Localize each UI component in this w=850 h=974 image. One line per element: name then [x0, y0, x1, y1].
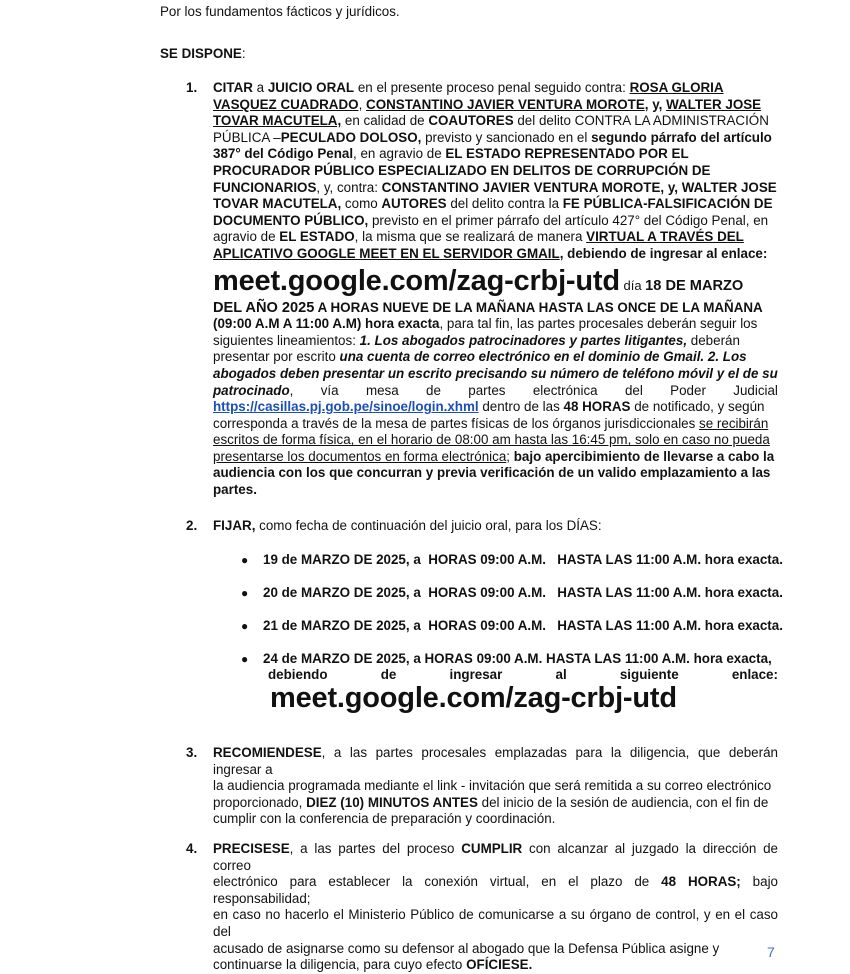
item-1-number: 1.: [186, 80, 198, 95]
item-1-line: (09:00 A.M A 11:00 A.M) hora exacta, para tal fin, las partes procesales deberán seguir los: [213, 316, 758, 332]
item-1-line: DEL AÑO 2025 A HORAS NUEVE DE LA MAÑANA HASTA LAS ONCE DE LA MAÑANA: [213, 299, 763, 316]
date-item-continuation: debiendo de ingresar al siguiente enlace:: [268, 667, 778, 682]
item-1-line: TOVAR MACUTELA, como AUTORES del delito contra la FE PÚBLICA-FALSIFICACIÓN DE: [213, 196, 773, 212]
item-1-line: audiencia con los que concurran y previa verificación de un valido emplazamiento a las: [213, 465, 771, 481]
item-4-number: 4.: [186, 841, 198, 856]
item-2-number: 2.: [186, 518, 198, 533]
bullet-icon: ●: [241, 586, 249, 600]
item-4-line: acusado de asignarse como su defensor al abogado que la Defensa Pública asigne y: [213, 940, 720, 956]
item-1-line: meet.google.com/zag-crbj-utd día 18 DE MARZO: [213, 264, 744, 297]
item-4-line: continuarse la diligencia, para cuyo efecto OFÍCIESE.: [213, 957, 533, 973]
item-4-line: PRECISESE, a las partes del proceso CUMPLIR con alcanzar al juzgado la dirección de correo: [213, 841, 778, 873]
item-1-line: corresponda a través de la mesa de partes físicas de los órganos jurisdiccionales se recibirán: [213, 415, 769, 431]
item-1-line: DOCUMENTO PÚBLICO, previsto en el primer párrafo del artículo 427° del Código Penal, en: [213, 212, 769, 228]
item-1-line: abogados deben presentar un escrito precisando su número de teléfono móvil y el de su: [213, 365, 778, 381]
item-1-line: 387° del Código Penal, en agravio de EL ESTADO REPRESENTADO POR EL: [213, 146, 689, 162]
heading-text: SE DISPONE: [160, 46, 242, 61]
item-2-text: FIJAR, como fecha de continuación del juicio oral, para los DÍAS:: [213, 518, 602, 533]
item-4-line: electrónico para establecer la conexión virtual, en el plazo de 48 HORAS; bajo responsabilidad;: [213, 874, 778, 906]
item-3-text: [213, 745, 778, 828]
item-1-line: https://casillas.pj.gob.pe/sinoe/login.xhml dentro de las 48 HORAS de notificado, y según: [213, 399, 765, 415]
item-1-line: agravio de EL ESTADO, la misma que se realizará de manera VIRTUAL A TRAVÉS DEL: [213, 229, 744, 245]
item-1-line: VASQUEZ CUADRADO, CONSTANTINO JAVIER VENTURA MOROTE, y, WALTER JOSE: [213, 96, 762, 112]
bullet-icon: ●: [241, 553, 249, 567]
item-3-line: proporcionado, DIEZ (10) MINUTOS ANTES del inicio de la sesión de audiencia, con el fin de: [213, 794, 769, 810]
item-3-line: la audiencia programada mediante el link - invitación que será remitida a su correo electrónico: [213, 778, 772, 794]
item-1-line: FUNCIONARIOS, y, contra: CONSTANTINO JAVIER VENTURA MOROTE, y, WALTER JOSE: [213, 179, 777, 195]
item-1-line: TOVAR MACUTELA, en calidad de COAUTORES del delito CONTRA LA ADMINISTRACIÓN: [213, 113, 769, 129]
item-1-line: PROCURADOR PÚBLICO ESPECIALIZADO EN DELITOS DE CORRUPCIÓN DE: [213, 162, 711, 178]
section-heading: [160, 46, 246, 63]
item-4-text: [213, 841, 778, 974]
item-1-line: PÚBLICA –PECULADO DOLOSO, previsto y sancionado en el segundo párrafo del artículo: [213, 129, 772, 145]
item-3-line: RECOMIENDESE, a las partes procesales emplazadas para la diligencia, que deberán ingresar a: [213, 745, 778, 777]
item-1-line: partes.: [213, 482, 257, 498]
item-1-line: APLICATIVO GOOGLE MEET EN EL SERVIDOR GMAIL, debiendo de ingresar al enlace:: [213, 245, 768, 261]
bullet-icon: ●: [241, 652, 249, 666]
page-number: 7: [767, 944, 775, 960]
casillas-link[interactable]: https://casillas.pj.gob.pe/sinoe/login.xhml: [213, 399, 479, 415]
item-1-line: presentarse los documentos en forma electrónica; bajo apercibimiento de llevarse a cabo la: [213, 448, 775, 464]
heading-colon: :: [241, 46, 246, 61]
item-3-number: 3.: [186, 745, 198, 760]
item-1-line: patrocinado, vía mesa de partes electrónica del Poder Judicial: [213, 382, 778, 398]
meet-link-1[interactable]: meet.google.com/zag-crbj-utd: [213, 264, 620, 297]
item-1-line: siguientes lineamientos: 1. Los abogados patrocinadores y partes litigantes, deberán: [213, 332, 740, 348]
date-item: 20 de MARZO DE 2025, a HORAS 09:00 A.M. HASTA LAS 11:00 A.M. hora exacta.: [263, 585, 783, 600]
item-1-line: presentar por escrito una cuenta de correo electrónico en el dominio de Gmail. 2. Los: [213, 349, 747, 365]
item-1-line: escritos de forma física, en el horario de 08:00 am hasta las 16:45 pm, solo en caso no pueda: [213, 432, 770, 448]
date-item: 24 de MARZO DE 2025, a HORAS 09:00 A.M. HASTA LAS 11:00 A.M. hora exacta,: [263, 651, 772, 666]
item-3-line: cumplir con la conferencia de preparación y coordinación.: [213, 811, 556, 827]
date-item: 21 de MARZO DE 2025, a HORAS 09:00 A.M. HASTA LAS 11:00 A.M. hora exacta.: [263, 618, 783, 633]
item-1-text: [213, 80, 778, 499]
meet-link-2[interactable]: meet.google.com/zag-crbj-utd: [270, 682, 677, 714]
item-1-line: CITAR a JUICIO ORAL en el presente proceso penal seguido contra: ROSA GLORIA: [213, 80, 724, 95]
item-4-line: en caso no hacerlo el Ministerio Público de comunicarse a su órgano de control, y en el caso del: [213, 907, 778, 939]
intro-text: Por los fundamentos fácticos y jurídicos.: [160, 4, 400, 19]
bullet-icon: ●: [241, 619, 249, 633]
date-item: 19 de MARZO DE 2025, a HORAS 09:00 A.M. HASTA LAS 11:00 A.M. hora exacta.: [263, 552, 783, 567]
